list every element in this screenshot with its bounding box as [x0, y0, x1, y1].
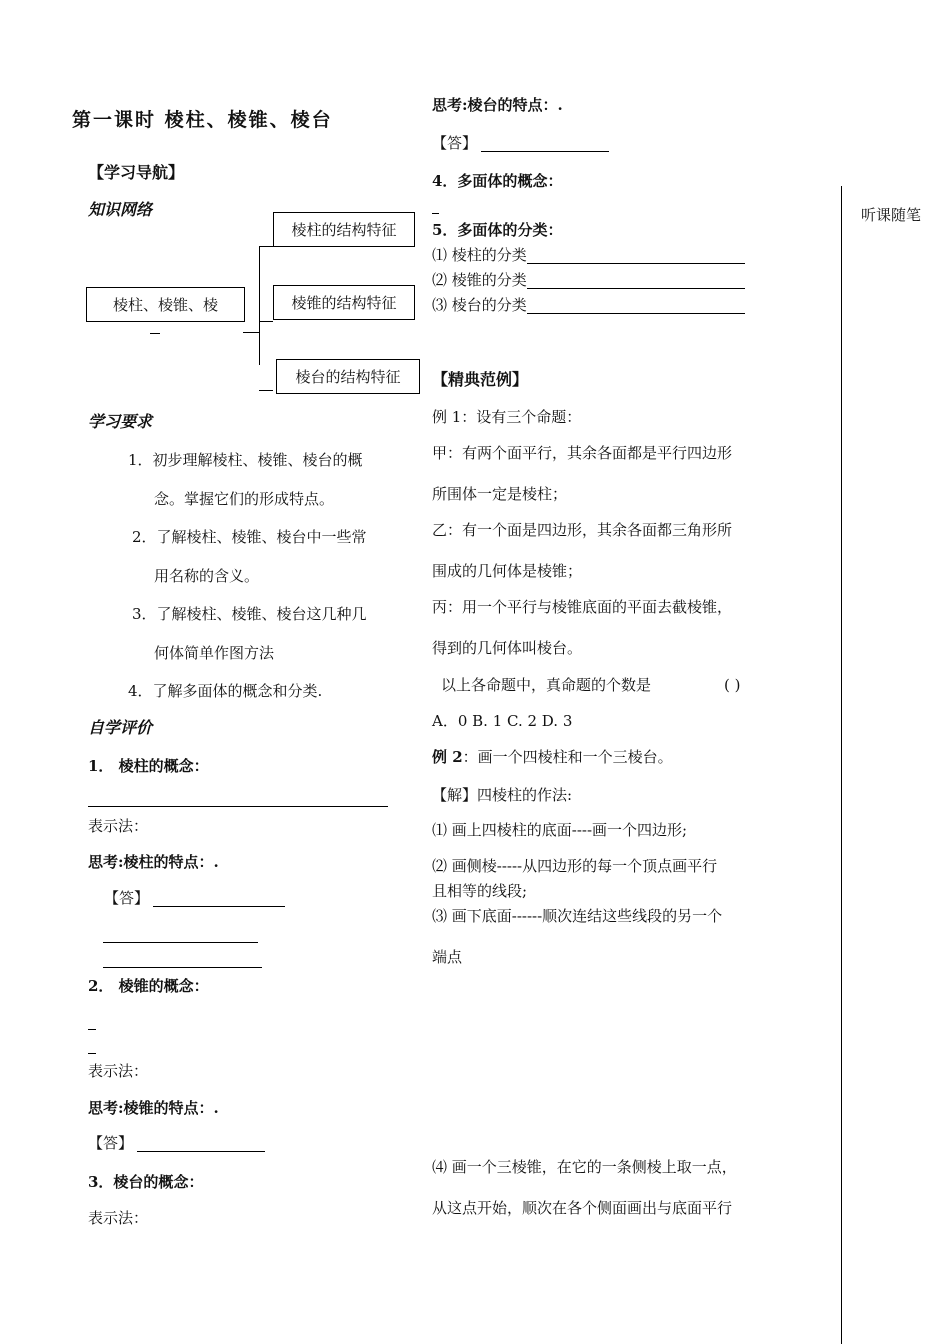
q1-extra-line-1: [103, 942, 258, 943]
solution-step-3-line-1: ⑶ 画下底面------顺次连结这些线段的另一个: [432, 907, 723, 925]
q1-prism-concept: 1． 棱柱的概念：: [88, 757, 209, 775]
example-2: [432, 748, 673, 766]
diagram-branch-prism: 棱柱的结构特征: [273, 212, 415, 247]
classification-frustum-label: ⑶ 棱台的分类: [432, 296, 527, 314]
q2-answer-blank: [137, 1135, 265, 1152]
diagram-stub-3: [259, 390, 273, 391]
self-eval-heading: 自学评价: [88, 718, 153, 737]
classification-prism-blank: [527, 247, 745, 264]
q1-extra-line-2: [103, 967, 262, 968]
example-1-jia-line-1: 甲：有两个面平行，其余各面都是平行四边形: [432, 444, 733, 462]
solution-step-4-line-2: 从这点开始，顺次在各个侧面画出与底面平行: [432, 1199, 733, 1217]
solution-step-3-line-2: 端点: [432, 948, 463, 966]
req-4: 4．了解多面体的概念和分类.: [128, 682, 323, 700]
diagram-root-box: 棱柱、棱锥、棱: [86, 287, 245, 322]
diagram-branch-pyramid: 棱锥的结构特征: [273, 285, 415, 320]
requirements-heading: 学习要求: [88, 412, 153, 431]
notes-label: 听课随笔: [861, 206, 922, 224]
q4-dash: [432, 213, 439, 214]
example-1-yi-line-2: 围成的几何体是棱锥；: [432, 562, 583, 580]
example-1-question: 以上各命题中，真命题的个数是: [441, 676, 652, 694]
q2-answer: [88, 1134, 265, 1152]
nav-heading: 【学习导航】: [88, 163, 185, 182]
solution-step-4-line-1: ⑷ 画一个三棱锥，在它的一条侧棱上取一点，: [432, 1158, 737, 1176]
q1-answer-label: 【答】: [104, 889, 150, 907]
examples-heading: 【精典范例】: [432, 370, 529, 389]
q3-frustum-concept: 3．棱台的概念：: [88, 1173, 204, 1191]
req-1-line-1: 1．初步理解棱柱、棱锥、棱台的概: [128, 451, 363, 469]
req-3-line-2: 何体简单作图方法: [154, 644, 275, 662]
solution-step-2-line-1: ⑵ 画侧棱-----从四边形的每一个顶点画平行: [432, 857, 718, 875]
q1-answer-line: [88, 806, 388, 807]
solution-step-1: ⑴ 画上四棱柱的底面----画一个四边形;: [432, 821, 688, 839]
classification-pyramid-label: ⑵ 棱锥的分类: [432, 271, 527, 289]
example-1-bing-line-2: 得到的几何体叫棱台。: [432, 639, 583, 657]
page-title: 第一课时 棱柱、棱锥、棱台: [72, 109, 333, 131]
q2-dash-1: [88, 1029, 96, 1030]
q1-notation: 表示法：: [88, 817, 149, 835]
classification-pyramid-blank: [527, 272, 745, 289]
req-3-line-1: 3．了解棱柱、棱锥、棱台这几种几: [132, 605, 367, 623]
q1-answer: [104, 889, 285, 907]
req-2-line-1: 2．了解棱柱、棱锥、棱台中一些常: [132, 528, 367, 546]
diagram-dash: [150, 333, 160, 334]
diagram-stub-1: [259, 246, 273, 247]
example-1-yi-line-1: 乙：有一个面是四边形，其余各面都三角形所: [432, 521, 733, 539]
q1-think: 思考:棱柱的特点：.: [88, 853, 219, 871]
example-2-label: 例 2: [432, 748, 463, 766]
q2-notation: 表示法：: [88, 1062, 149, 1080]
example-1-intro: 例 1：设有三个命题：: [432, 408, 582, 426]
think-frustum: 思考:棱台的特点：.: [432, 96, 563, 114]
req-2-line-2: 用名称的含义。: [154, 567, 260, 585]
diagram-stub-2: [259, 321, 273, 322]
classification-pyramid: [432, 271, 745, 289]
req-1-line-2: 念。掌握它们的形成特点。: [154, 490, 335, 508]
q2-think: 思考:棱锥的特点：.: [88, 1099, 219, 1117]
diagram-connector: [243, 332, 260, 333]
example-1-jia-line-2: 所围体一定是棱柱；: [432, 485, 568, 503]
diagram-branch-frustum: 棱台的结构特征: [276, 359, 420, 394]
solution-step-2-line-2: 且相等的线段;: [432, 882, 528, 900]
q2-answer-label: 【答】: [88, 1134, 134, 1152]
solution-intro: 【解】四棱柱的作法:: [432, 786, 573, 804]
q2-pyramid-concept: 2． 棱锥的概念：: [88, 977, 209, 995]
classification-frustum-blank: [527, 297, 745, 314]
diagram-trunk: [259, 246, 260, 365]
right-answer: [432, 134, 609, 152]
example-1-bing-line-1: 丙：用一个平行与棱锥底面的平面去截棱锥，: [432, 598, 733, 616]
q5-polyhedron-classification: 5．多面体的分类：: [432, 221, 563, 239]
q4-polyhedron-concept: 4．多面体的概念：: [432, 172, 563, 190]
right-answer-blank: [481, 135, 609, 152]
classification-prism-label: ⑴ 棱柱的分类: [432, 246, 527, 264]
q2-dash-2: [88, 1053, 96, 1054]
margin-divider: [841, 186, 842, 1344]
q3-notation: 表示法：: [88, 1209, 149, 1227]
knowledge-net-heading: 知识网络: [88, 200, 153, 219]
classification-prism: [432, 246, 745, 264]
classification-frustum: [432, 296, 745, 314]
example-1-options: A．0 B. 1 C. 2 D. 3: [432, 712, 573, 730]
example-2-text: ：画一个四棱柱和一个三棱台。: [462, 748, 673, 766]
q1-answer-blank: [153, 890, 285, 907]
right-answer-label: 【答】: [432, 134, 478, 152]
example-1-answer-paren: ( ): [724, 676, 741, 694]
